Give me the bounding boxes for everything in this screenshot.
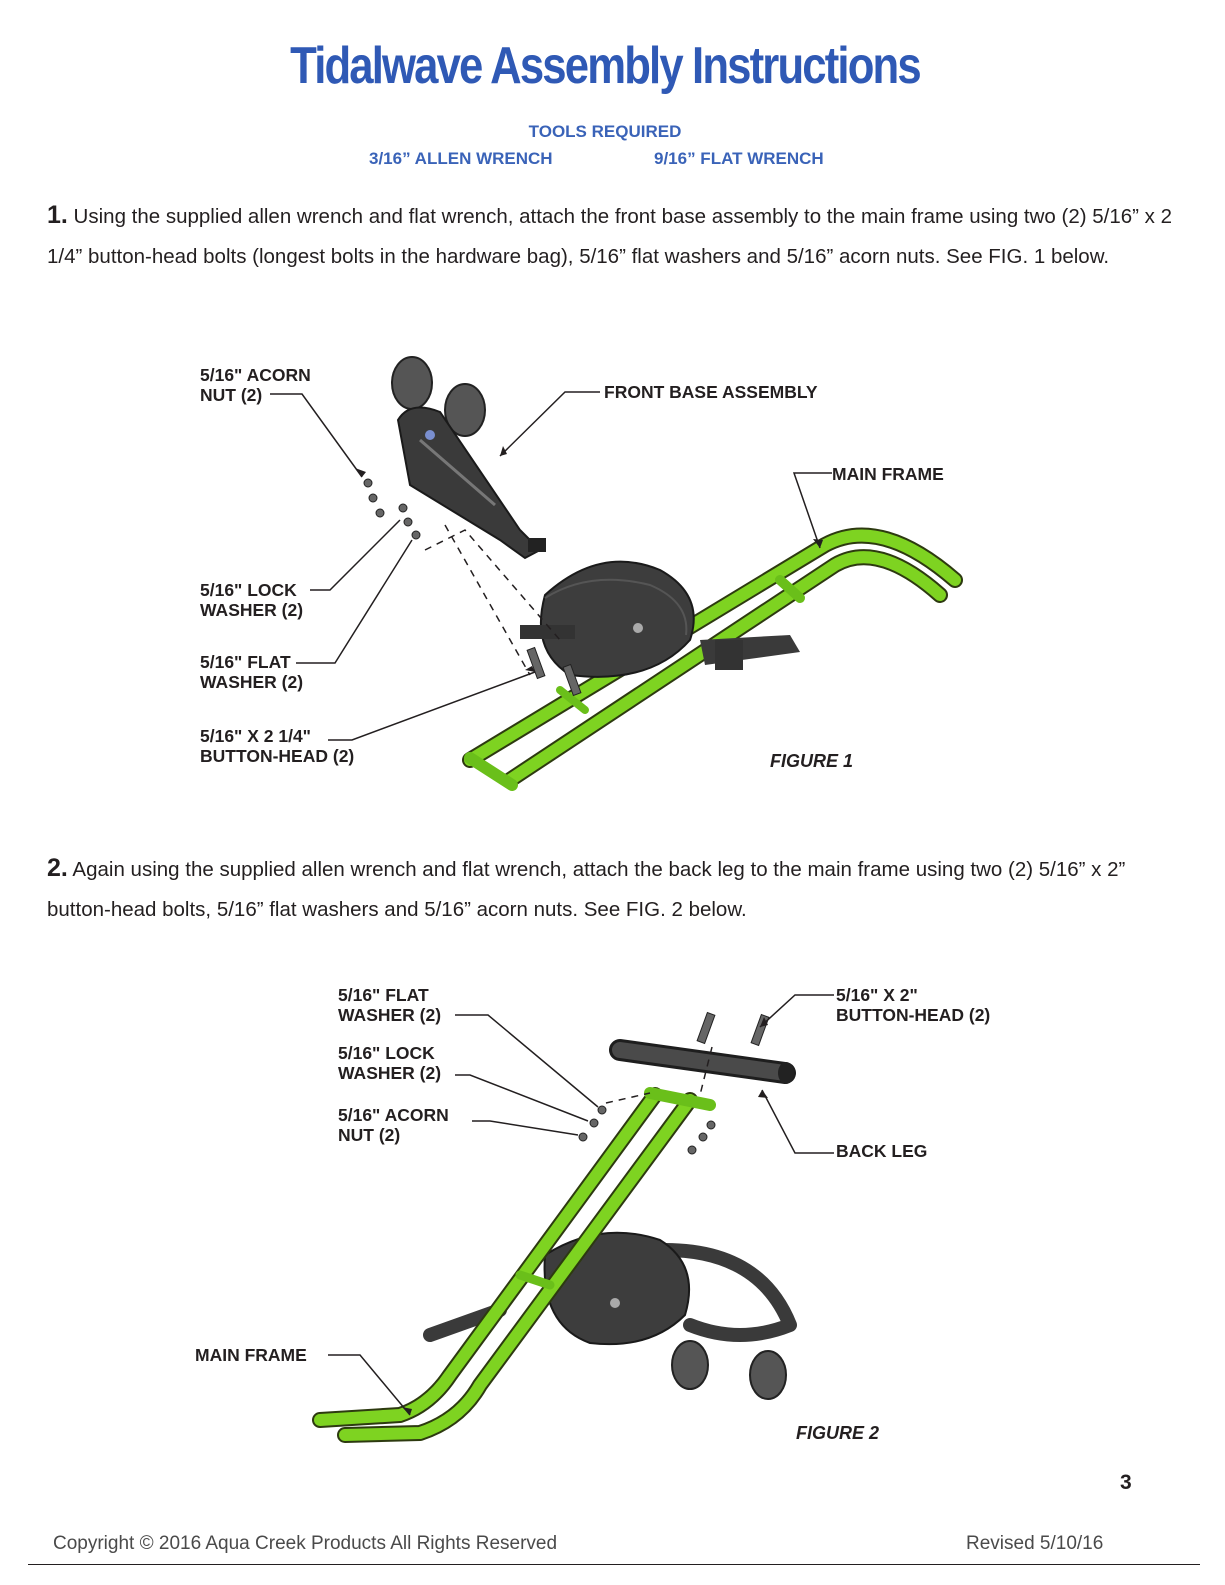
page-number: 3 [1120,1471,1132,1494]
callout-flat-washer: 5/16" FLAT WASHER (2) [338,985,442,1025]
figure-1-leader-lines [270,392,832,740]
callout-acorn-nut: 5/16" ACORN NUT (2) [338,1105,449,1145]
flywheel-housing-drawing [545,1233,690,1344]
step-1-number: 1. [47,201,68,229]
footer-divider [28,1564,1200,1565]
wheels-drawing [672,1341,786,1399]
callout-lock-washer: 5/16" LOCK WASHER (2) [338,1043,442,1083]
page-title: Tidalwave Assembly Instructions [290,37,920,95]
figure-2-illustration [0,965,1225,1465]
callout-button-head-bolt: 5/16" X 2" BUTTON-HEAD (2) [836,985,991,1025]
callout-flat-washer: 5/16" FLAT WASHER (2) [200,652,304,692]
tool-flat-wrench: 9/16” FLAT WRENCH [654,149,824,168]
figure-1-caption: FIGURE 1 [770,751,854,771]
callout-back-leg: BACK LEG [836,1141,928,1161]
callout-lock-washer: 5/16" LOCK WASHER (2) [200,580,304,620]
figure-1 [0,340,1225,810]
step-2-text: Again using the supplied allen wrench and flat wrench, attach the back leg to the main frame using two (2) 5/16” x 2” button-head bolts, 5/16” flat washers and 5/16” acorn nuts. See FIG. 2 below. [47,858,1126,921]
callout-main-frame: MAIN FRAME [195,1345,307,1365]
figure-2-caption: FIGURE 2 [796,1423,880,1443]
tool-allen-wrench: 3/16” ALLEN WRENCH [369,149,553,168]
callout-main-frame: MAIN FRAME [832,464,944,484]
tools-required-heading: TOOLS REQUIRED [528,122,682,141]
step-1-text: Using the supplied allen wrench and flat wrench, attach the front base assembly to the main frame using two (2) 5/16” x 2 1/4” button-head bolts (longest bolts in the hardware bag), 5/16” flat washers and 5/16” acorn nuts. See FIG. 1 below. [47,205,1173,268]
footer-copyright: Copyright © 2016 Aqua Creek Products All Rights Reserved [53,1533,558,1554]
callout-front-base-assembly: FRONT BASE ASSEMBLY [604,382,818,402]
footer-revised-date: Revised 5/10/16 [966,1533,1104,1554]
step-2-number: 2. [47,854,68,882]
step-2 [47,848,1177,930]
step-1 [47,195,1177,277]
figure-2 [0,965,1225,1465]
callout-acorn-nut: 5/16" ACORN NUT (2) [200,365,311,405]
back-leg-drawing [620,1050,794,1084]
figure-1-illustration [0,340,1225,810]
callout-button-head-bolt: 5/16" X 2 1/4" BUTTON-HEAD (2) [200,726,355,766]
front-base-assembly-drawing [392,357,546,558]
